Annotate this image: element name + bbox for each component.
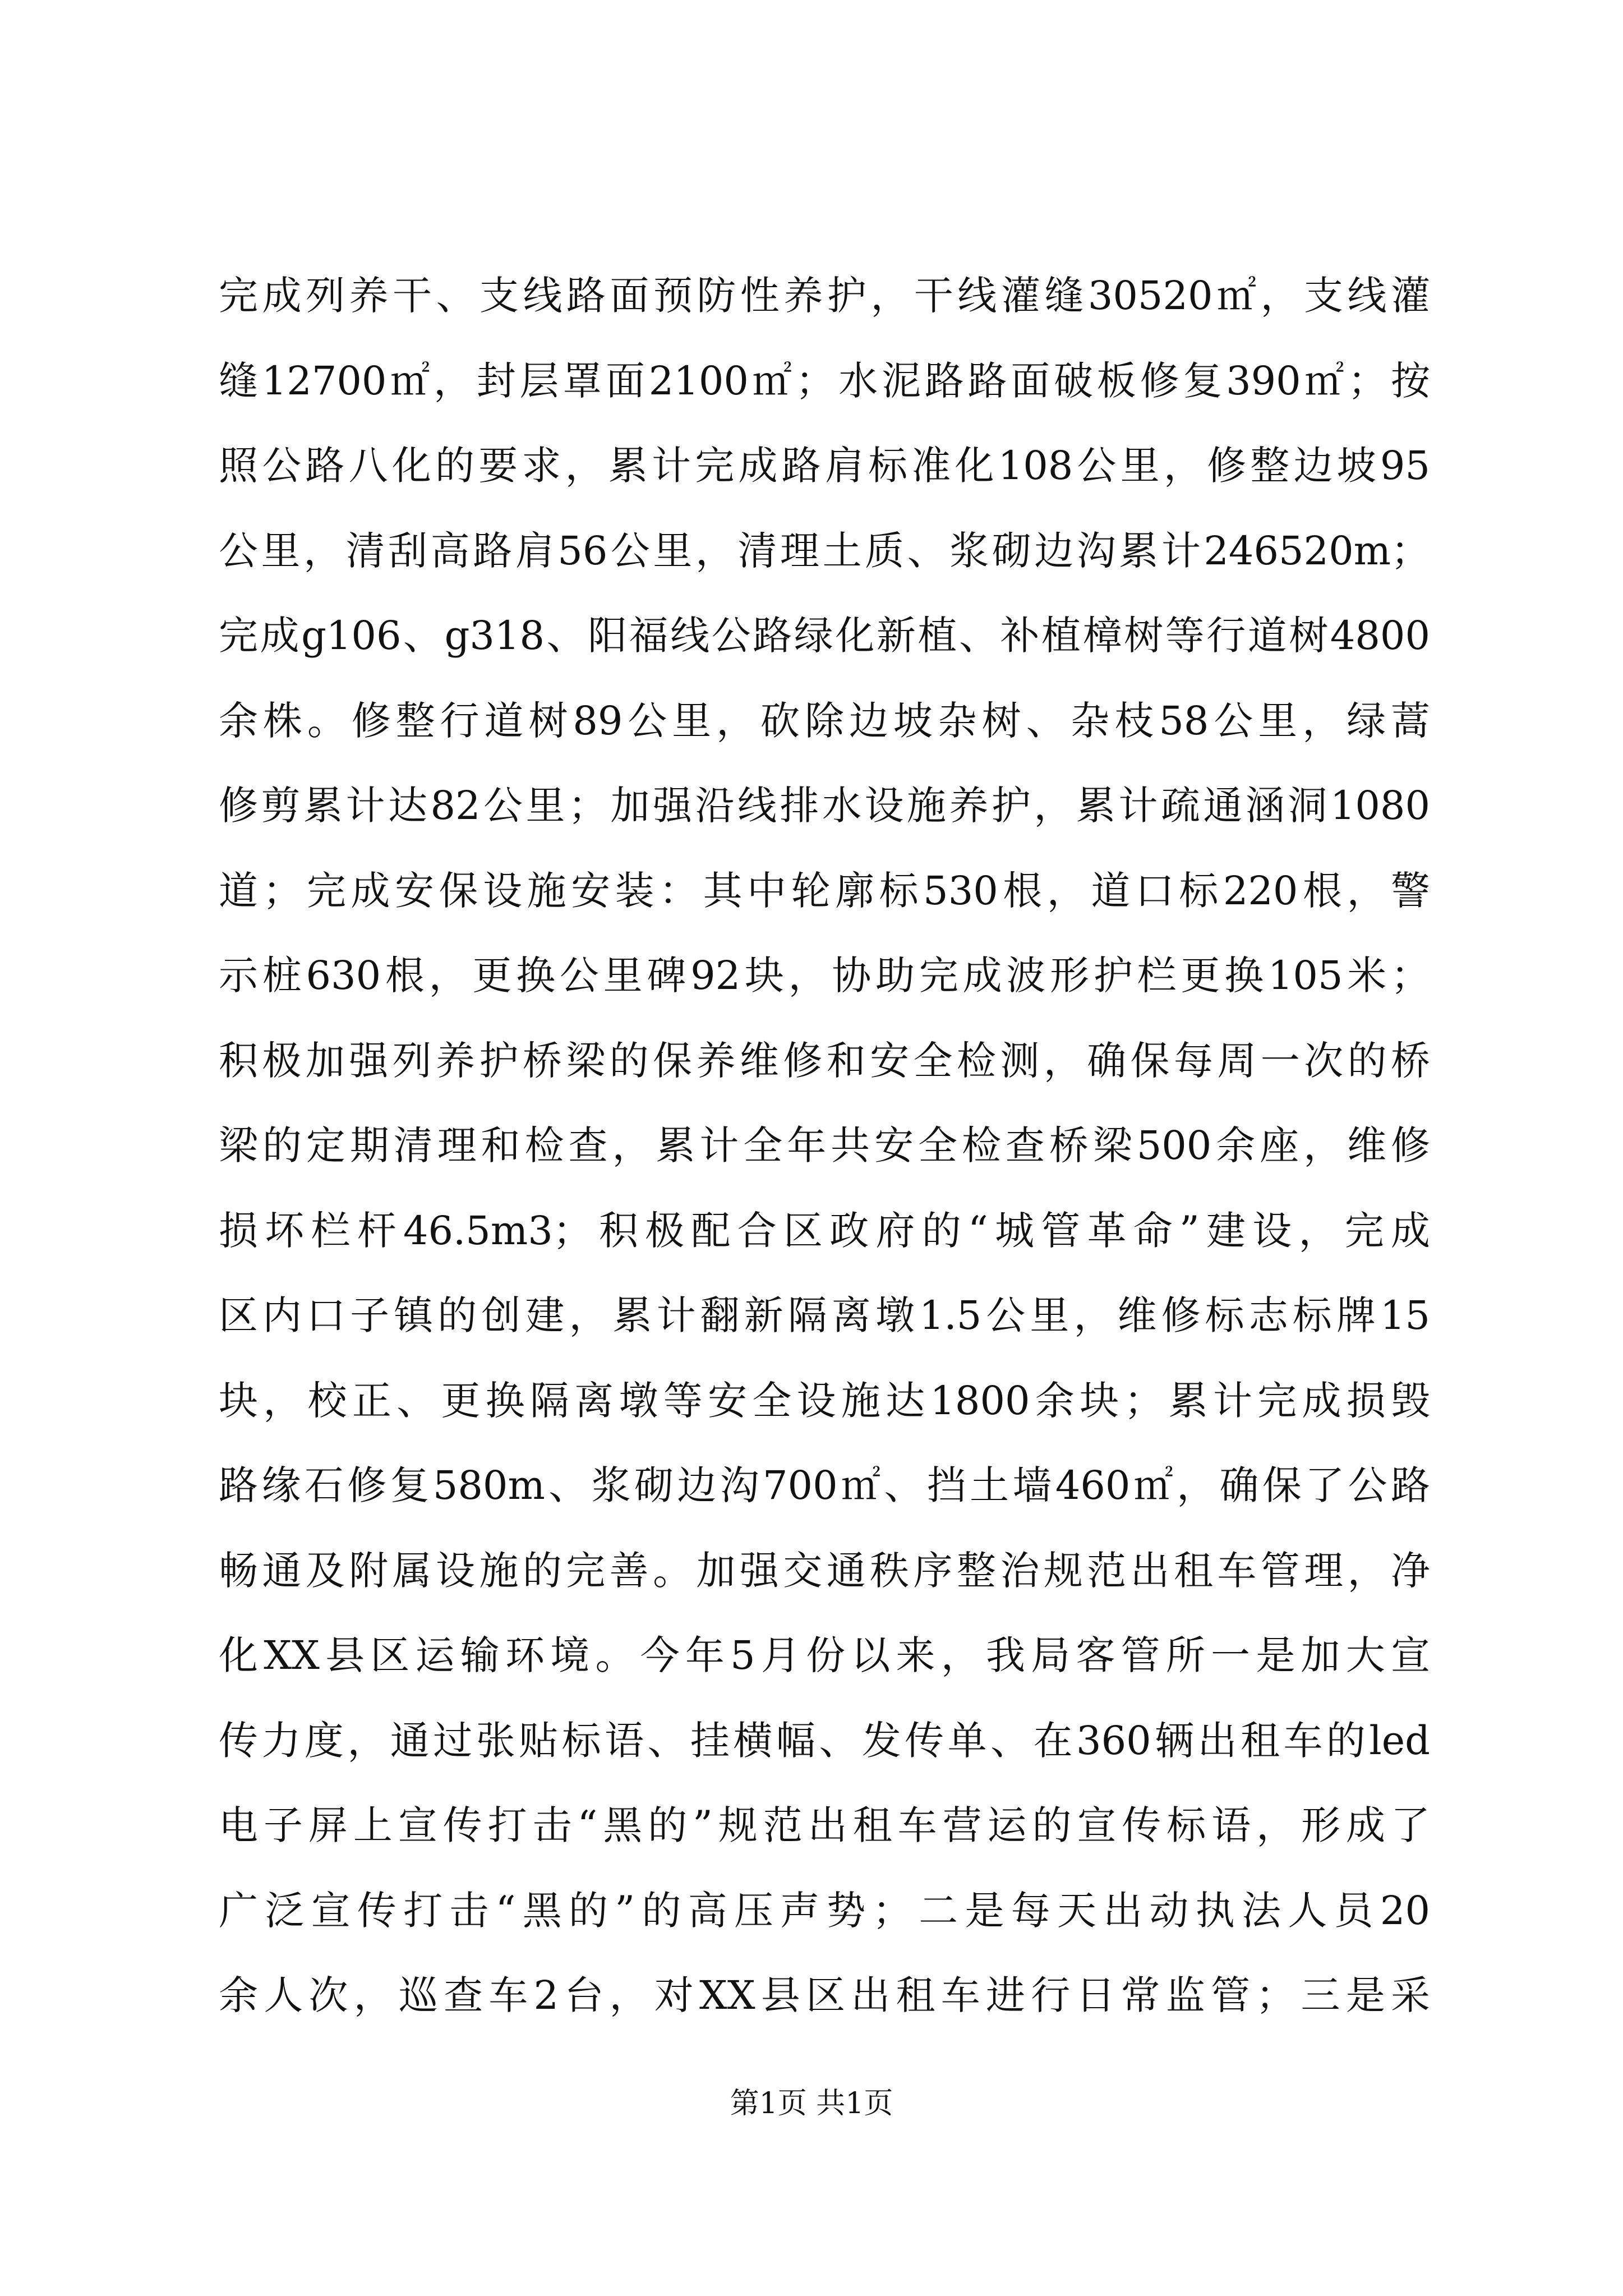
text-line: 传力度，通过张贴标语、挂横幅、发传单、在360辆出租车的led: [219, 1717, 1430, 1764]
text-line: 示桩630根，更换公里碑92块，协助完成波形护栏更换105米；: [219, 953, 1430, 999]
text-line: 块，校正、更换隔离墩等安全设施达1800余块；累计完成损毁: [219, 1377, 1430, 1424]
text-line: 道；完成安保设施安装：其中轮廓标530根，道口标220根，警: [219, 867, 1430, 914]
text-line: 损坏栏杆46.5m3；积极配合区政府的“城管革命”建设，完成: [219, 1207, 1430, 1254]
text-line: 畅通及附属设施的完善。加强交通秩序整治规范出租车管理，净: [219, 1547, 1430, 1594]
text-line: 公里，清刮高路肩56公里，清理土质、浆砌边沟累计246520m；: [219, 527, 1430, 574]
text-line: 余人次，巡查车2台，对XX县区出租车进行日常监管；三是采: [219, 1972, 1430, 2018]
text-line: 电子屏上宣传打击“黑的”规范出租车营运的宣传标语，形成了: [219, 1802, 1430, 1848]
text-line: 照公路八化的要求，累计完成路肩标准化108公里，修整边坡95: [219, 443, 1430, 489]
text-line: 缝12700㎡，封层罩面2100㎡；水泥路路面破板修复390㎡；按: [219, 357, 1430, 404]
text-line: 积极加强列养护桥梁的保养维修和安全检测，确保每周一次的桥: [219, 1037, 1430, 1084]
text-line: 完成g106、g318、阳福线公路绿化新植、补植樟树等行道树4800: [219, 613, 1430, 659]
text-line: 梁的定期清理和检查，累计全年共安全检查桥梁500余座，维修: [219, 1122, 1430, 1168]
text-line: 修剪累计达82公里；加强沿线排水设施养护，累计疏通涵洞1080: [219, 783, 1430, 829]
text-line: 广泛宣传打击“黑的”的高压声势；二是每天出动执法人员20: [219, 1887, 1430, 1934]
text-line: 化XX县区运输环境。今年5月份以来，我局客管所一是加大宣: [219, 1632, 1430, 1678]
body-text: [219, 254, 1430, 2039]
text-line: 路缘石修复580m、浆砌边沟700㎡、挡土墙460㎡，确保了公路: [219, 1462, 1430, 1508]
page-number-footer: 第1页 共1页: [730, 2087, 893, 2120]
text-line: 区内口子镇的创建，累计翻新隔离墩1.5公里，维修标志标牌15: [219, 1292, 1430, 1338]
text-line: 完成列养干、支线路面预防性养护，干线灌缝30520㎡，支线灌: [219, 273, 1430, 319]
text-line: 余株。修整行道树89公里，砍除边坡杂树、杂枝58公里，绿蒿: [219, 697, 1430, 744]
